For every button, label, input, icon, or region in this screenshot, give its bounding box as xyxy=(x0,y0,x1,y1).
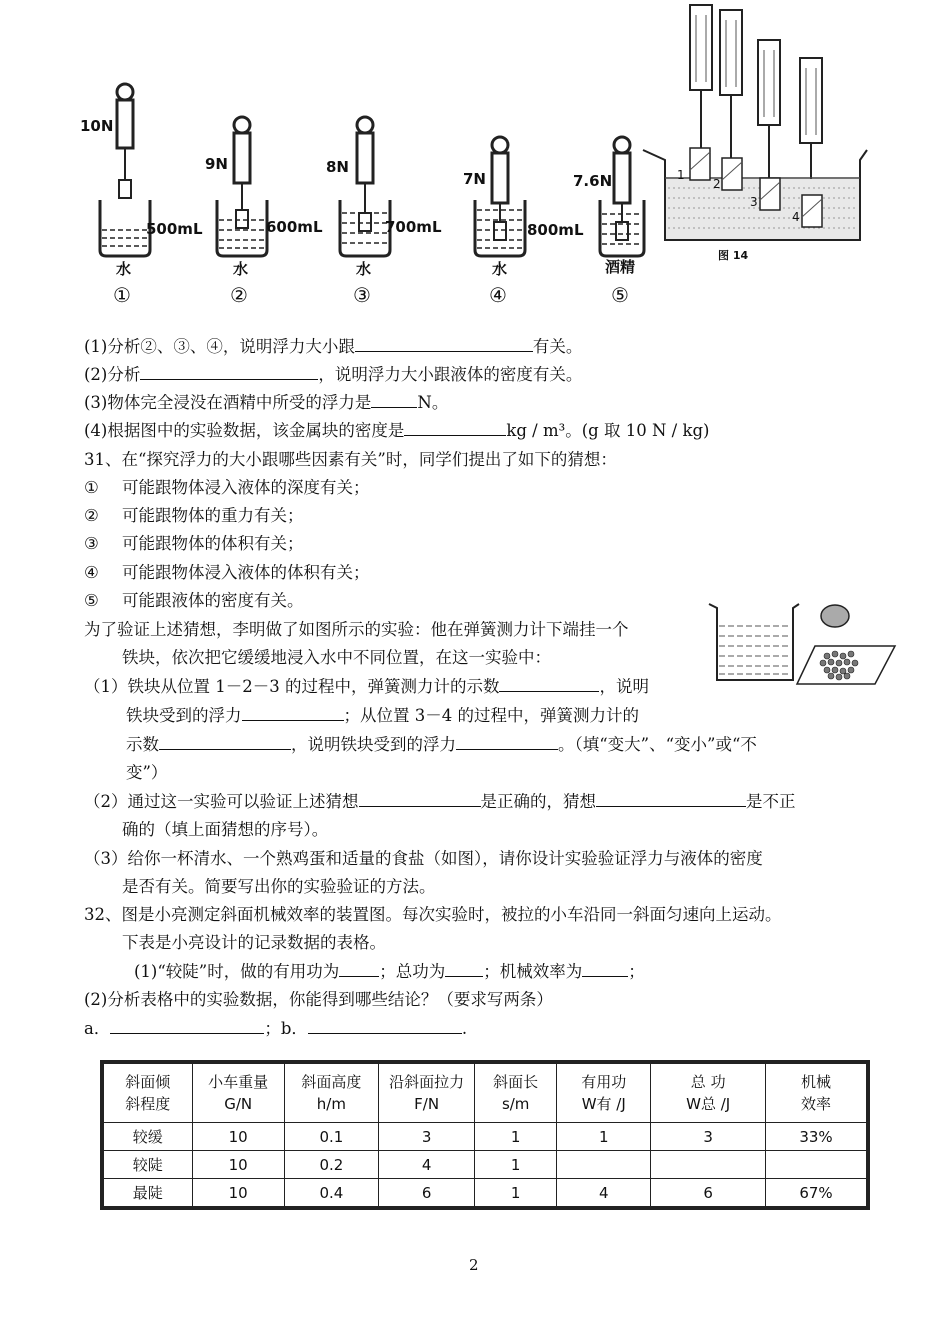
q31-s1-line3 xyxy=(126,731,757,759)
guess-num: ① xyxy=(84,478,99,497)
table-cell[interactable] xyxy=(766,1151,868,1179)
header-line: 效率 xyxy=(801,1095,832,1113)
q30-part3-suffix: N。 xyxy=(417,393,449,412)
q32-s1-blank-2[interactable] xyxy=(445,958,483,977)
q31-intro-1: 为了验证上述猜想，李明做了如图所示的实验：他在弹簧测力计下端挂一个 xyxy=(84,620,629,639)
table-header-cell xyxy=(475,1062,557,1123)
beaker-2 xyxy=(217,117,267,256)
table-cell: 10 xyxy=(192,1123,284,1151)
table-cell: 较陡 xyxy=(102,1151,192,1179)
q30-part2-prefix: (2)分析 xyxy=(84,365,141,384)
q32-s1-suffix: ； xyxy=(628,962,645,981)
q32-title-1: 32、图是小亮测定斜面机械效率的装置图。每次实验时，被拉的小车沿同一斜面匀速向上运动。 xyxy=(84,905,782,924)
q30-part1-blank[interactable] xyxy=(355,333,533,352)
q30-part2-suffix: ，说明浮力大小跟液体的密度有关。 xyxy=(318,365,583,384)
volume-2: 600mL xyxy=(266,218,323,236)
header-line: 斜程度 xyxy=(125,1095,171,1113)
q31-s1-line4: 变”） xyxy=(126,763,168,782)
header-line: s/m xyxy=(501,1095,530,1113)
q30-part4-blank[interactable] xyxy=(404,417,506,436)
table-cell: 4 xyxy=(378,1151,474,1179)
table-cell: 33% xyxy=(766,1123,868,1151)
fig14-position-2: 2 xyxy=(713,177,721,191)
table-cell: 4 xyxy=(557,1179,651,1209)
reading-3: 8N xyxy=(326,158,349,176)
q30-part1-prefix: (1)分析②、③、④，说明浮力大小跟 xyxy=(84,337,355,356)
guess-text: 可能跟物体浸入液体的深度有关； xyxy=(122,478,370,497)
table-cell: 6 xyxy=(651,1179,766,1209)
beaker-4 xyxy=(475,137,525,256)
q31-s1-blank-4[interactable] xyxy=(456,731,558,750)
q32-a-blank[interactable] xyxy=(110,1015,264,1034)
header-line: F/N xyxy=(414,1095,440,1113)
q32-a-label: a． xyxy=(84,1019,111,1038)
table-cell: 6 xyxy=(378,1179,474,1209)
q31-guess-1 xyxy=(84,474,370,502)
header-line: 斜面长 xyxy=(493,1073,539,1091)
circle-3: ③ xyxy=(353,283,371,307)
header-line: W总 /J xyxy=(686,1095,731,1113)
header-line: 有用功 xyxy=(581,1073,627,1091)
table-header-cell xyxy=(651,1062,766,1123)
q32-s1-blank-3[interactable] xyxy=(582,958,628,977)
header-line: 斜面倾 xyxy=(125,1073,171,1091)
table-row xyxy=(102,1179,868,1209)
q31-s2-line1 xyxy=(84,788,796,816)
q31-s3-line1: （3）给你一杯清水、一个熟鸡蛋和适量的食盐（如图），请你设计实验验证浮力与液体的密度 xyxy=(84,849,763,868)
q31-s1-blank-1[interactable] xyxy=(499,673,599,692)
q32-s2: (2)分析表格中的实验数据，你能得到哪些结论？（要求写两条） xyxy=(84,990,553,1009)
header-line: 斜面高度 xyxy=(301,1073,362,1091)
q32-s1-blank-1[interactable] xyxy=(339,958,379,977)
liquid-2: 水 xyxy=(233,260,249,278)
table-header-cell xyxy=(284,1062,378,1123)
q31-s2-prefix: （2）通过这一实验可以验证上述猜想 xyxy=(84,792,359,811)
q32-s1-mid1: ；总功为 xyxy=(379,962,446,981)
guess-text: 可能跟物体的体积有关； xyxy=(122,534,304,553)
q31-guess-2 xyxy=(84,502,304,530)
q31-s1-text4: ，说明铁块受到的浮力 xyxy=(291,735,456,754)
table-cell: 0.2 xyxy=(284,1151,378,1179)
circle-2: ② xyxy=(230,283,248,307)
header-line: 机械 xyxy=(801,1073,832,1091)
table-header-cell xyxy=(102,1062,192,1123)
q30-part4 xyxy=(84,417,709,445)
table-cell: 10 xyxy=(192,1151,284,1179)
table-cell: 1 xyxy=(475,1123,557,1151)
beaker-5 xyxy=(600,137,644,256)
header-line: 沿斜面拉力 xyxy=(389,1073,465,1091)
liquid-3: 水 xyxy=(356,260,372,278)
table-header-cell xyxy=(766,1062,868,1123)
header-line: 小车重量 xyxy=(208,1073,269,1091)
q30-part1 xyxy=(84,333,582,361)
q31-s1-line1 xyxy=(84,673,649,701)
liquid-5: 酒精 xyxy=(605,258,636,276)
table-row xyxy=(102,1123,868,1151)
circle-4: ④ xyxy=(489,283,507,307)
reading-2: 9N xyxy=(205,155,228,173)
q31-s2-mid: 是正确的，猜想 xyxy=(480,792,596,811)
q32-s1-prefix: (1)“较陡”时，做的有用功为 xyxy=(134,962,340,981)
table-cell: 10 xyxy=(192,1179,284,1209)
q30-part3-blank[interactable] xyxy=(371,389,417,408)
circle-5: ⑤ xyxy=(611,283,629,307)
table-cell: 3 xyxy=(651,1123,766,1151)
table-cell: 67% xyxy=(766,1179,868,1209)
q31-s1-blank-2[interactable] xyxy=(242,702,344,721)
q31-intro-2: 铁块，依次把它缓缓地浸入水中不同位置，在这一实验中： xyxy=(122,648,551,667)
beaker-3 xyxy=(340,117,390,256)
q31-s2-blank-1[interactable] xyxy=(359,788,481,807)
reading-1: 10N xyxy=(80,117,114,135)
egg-salt-figure xyxy=(705,598,900,690)
q30-part4-suffix: kg / m³。(g 取 10 N / kg) xyxy=(506,421,710,440)
figure-14-tank xyxy=(640,0,870,265)
table-cell[interactable] xyxy=(557,1151,651,1179)
q31-s1-blank-3[interactable] xyxy=(159,731,291,750)
q32-ab xyxy=(84,1015,467,1043)
circle-1: ① xyxy=(113,283,131,307)
guess-num: ④ xyxy=(84,563,99,582)
q30-part3-prefix: (3)物体完全浸没在酒精中所受的浮力是 xyxy=(84,393,372,412)
volume-3: 700mL xyxy=(385,218,442,236)
q30-part2 xyxy=(84,361,582,389)
reading-5: 7.6N xyxy=(573,172,613,190)
q31-s3-line2: 是否有关。简要写出你的实验验证的方法。 xyxy=(122,877,436,896)
fig14-caption: 图 14 xyxy=(718,249,749,262)
q32-end: . xyxy=(461,1019,468,1038)
q32-b-blank[interactable] xyxy=(308,1015,462,1034)
liquid-4: 水 xyxy=(492,260,508,278)
table-header-cell xyxy=(192,1062,284,1123)
q32-s1-mid2: ；机械效率为 xyxy=(483,962,583,981)
table-cell: 较缓 xyxy=(102,1123,192,1151)
q31-s1-line2 xyxy=(126,702,639,730)
guess-num: ③ xyxy=(84,534,99,553)
table-cell: 3 xyxy=(378,1123,474,1151)
q31-s1-text2: ；从位置 3－4 的过程中，弹簧测力计的 xyxy=(343,706,639,725)
beaker-1 xyxy=(100,84,150,256)
q31-guess-5 xyxy=(84,587,304,615)
guess-text: 可能跟物体的重力有关； xyxy=(122,506,304,525)
incline-efficiency-table xyxy=(100,1060,870,1210)
q30-part3 xyxy=(84,389,448,417)
q31-s1-text3: 示数 xyxy=(126,735,159,754)
guess-num: ② xyxy=(84,506,99,525)
q31-guess-4 xyxy=(84,559,370,587)
table-header-cell xyxy=(378,1062,474,1123)
q30-part4-prefix: (4)根据图中的实验数据，该金属块的密度是 xyxy=(84,421,405,440)
guess-text: 可能跟液体的密度有关。 xyxy=(122,591,304,610)
guess-text: 可能跟物体浸入液体的体积有关； xyxy=(122,563,370,582)
header-line: G/N xyxy=(224,1095,253,1113)
q31-s2-line2: 确的（填上面猜想的序号）。 xyxy=(122,820,329,839)
q31-s2-suffix: 是不正 xyxy=(746,792,796,811)
table-cell: 1 xyxy=(557,1123,651,1151)
header-line: W有 /J xyxy=(581,1095,626,1113)
page-number: 2 xyxy=(469,1256,479,1274)
q32-s1 xyxy=(134,958,645,986)
q32-b-label: ；b． xyxy=(264,1019,308,1038)
q30-part1-suffix: 有关。 xyxy=(532,337,583,356)
fig14-position-3: 3 xyxy=(750,195,758,209)
header-line: h/m xyxy=(316,1095,346,1113)
guess-num: ⑤ xyxy=(84,591,99,610)
fig14-position-1: 1 xyxy=(677,168,685,182)
q31-s1-text5: 。（填“变大”、“变小”或“不 xyxy=(558,735,757,754)
volume-1: 500mL xyxy=(146,220,203,238)
reading-4: 7N xyxy=(463,170,486,188)
table-cell: 最陡 xyxy=(102,1179,192,1209)
table-header-row xyxy=(102,1062,868,1123)
q31-s1-mid: ，说明 xyxy=(599,677,649,696)
volume-4: 800mL xyxy=(527,221,584,239)
q31-s1-prefix: （1）铁块从位置 1－2－3 的过程中，弹簧测力计的示数 xyxy=(84,677,500,696)
table-row xyxy=(102,1151,868,1179)
q30-part2-blank[interactable] xyxy=(140,361,318,380)
q31-s1-text: 铁块受到的浮力 xyxy=(126,706,242,725)
q32-title-2: 下表是小亮设计的记录数据的表格。 xyxy=(122,933,386,952)
table-header-cell xyxy=(557,1062,651,1123)
q31-guess-3 xyxy=(84,530,304,558)
table-cell: 0.4 xyxy=(284,1179,378,1209)
liquid-1: 水 xyxy=(116,260,132,278)
q31-s2-blank-2[interactable] xyxy=(596,788,746,807)
table-cell: 0.1 xyxy=(284,1123,378,1151)
table-cell[interactable] xyxy=(651,1151,766,1179)
fig14-position-4: 4 xyxy=(792,210,800,224)
table-cell: 1 xyxy=(475,1179,557,1209)
header-line: 总 功 xyxy=(690,1073,726,1091)
q31-title: 31、在“探究浮力的大小跟哪些因素有关”时，同学们提出了如下的猜想： xyxy=(84,450,617,469)
table-cell: 1 xyxy=(475,1151,557,1179)
